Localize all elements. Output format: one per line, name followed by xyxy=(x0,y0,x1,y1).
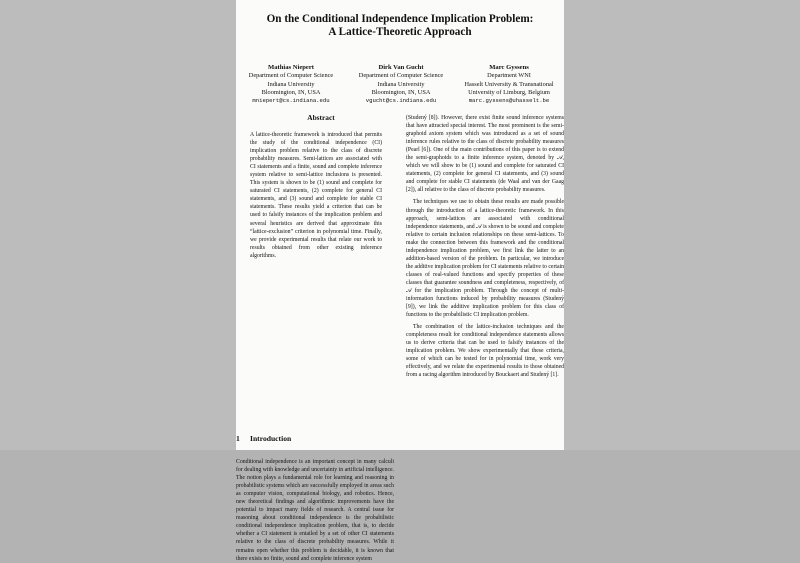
abstract-heading: Abstract xyxy=(307,113,335,122)
section-heading xyxy=(236,434,394,444)
right-paragraph-2: The techniques we use to obtain these results are made possible through the introduction of a lattice-theoretic framework. In this approach, semi-lattices are associated with conditional independence statements, and 𝒜 is shown to be sound and complete relative to certain inclusion relationships on these semi-lattices. To make the connection between this framework and the conditional independence implication problem, we first link the latter to an addition-based version of the problem. In particular, we introduce the additive implication problem for CI statements relative to certain classes of real-valued functions and specify properties of these classes that guarantee soundness and completeness, respectively, of 𝒜 for the implication problem. Through the concept of multi-information functions induced by probability measures (Studený [9]), we link the additive implication problem for this class of functions to the probabilistic CI implication problem. xyxy=(406,199,564,319)
paper-page xyxy=(236,0,564,562)
author-dept: Department of Computer Science xyxy=(358,72,444,80)
author-block-2 xyxy=(346,64,456,105)
paper-title xyxy=(236,13,564,39)
section-number: 1 xyxy=(236,434,240,443)
author-univ: Hasselt University & Transnational xyxy=(464,80,554,88)
author-city: University of Limburg, Belgium xyxy=(468,88,550,96)
author-email: mniepert@cs.indiana.edu xyxy=(252,97,330,105)
abstract-text: A lattice-theoretic framework is introduced that permits the study of the conditional independence (CI) implication problem relative to the class of discrete probability measures. Semi-lattices are associated with CI statements and a finite, sound and complete inference system relative to semi-lattice inclusions is presented. This system is shown to be (1) sound and complete for saturated CI statements, (2) complete for general CI statements, and (3) sound and complete for stable CI statements. These results yield a criterion that can be used to falsify instances of the implication problem and several heuristics are derived that approximate this “lattice-exclusion” criterion in polynomial time. Finally, we provide experimental results that relate our work to results obtained from other existing inference algorithms. xyxy=(250,132,382,259)
title-line-2: A Lattice-Theoretic Approach xyxy=(328,26,472,38)
author-city: Bloomington, IN, USA xyxy=(261,88,321,96)
author-block-3 xyxy=(454,64,564,105)
author-dept: Department WNI xyxy=(487,72,531,80)
author-email: vgucht@cs.indiana.edu xyxy=(365,97,437,105)
right-column xyxy=(406,114,564,450)
author-name: Mathias Niepert xyxy=(268,64,314,71)
right-paragraph-3: The combination of the lattice-inclusion techniques and the completeness result for conditional independence statements allows us to derive criteria that can be used to falsify instances of the implication problem. We show experimentally that these criteria, some of which can be tested for in polynomial time, work very effectively, and we relate the experimental results to those obtained from a racing algorithm introduced by Bouckaert and Studený [1]. xyxy=(406,324,564,379)
viewer-right-gutter xyxy=(564,0,800,450)
author-city: Bloomington, IN, USA xyxy=(371,88,431,96)
title-line-1: On the Conditional Independence Implication Problem: xyxy=(266,13,534,25)
author-block-1 xyxy=(236,64,346,105)
author-email: marc.gyssens@uhasselt.be xyxy=(468,97,550,105)
author-univ: Indiana University xyxy=(267,80,315,88)
author-dept: Department of Computer Science xyxy=(248,72,334,80)
section-title: Introduction xyxy=(250,434,292,443)
viewer-left-gutter xyxy=(0,0,236,450)
intro-paragraph: Conditional independence is an important concept in many calculi for dealing with knowledge and uncertainty in artificial intelligence. The notion plays a fundamental role for learning and reasoning in probabilistic systems which are successfully employed in areas such as computer vision, computational biology, and robotics. Hence, new theoretical findings and algorithmic improvements have the potential to impact many fields of research. A central issue for reasoning about conditional independence is the probabilistic conditional independence implication problem, that is, to decide whether a CI statement is entailed by a set of other CI statements relative to the class of discrete probability measures. While it remains open whether this problem is decidable, it is known that there exists no finite, sound and complete inference system xyxy=(236,459,394,562)
author-name: Marc Gyssens xyxy=(489,64,529,71)
right-paragraph-1: (Studený [8]). However, there exist finite sound inference systems that have attracted special interest. The most prominent is the semi-graphoid axiom system which was introduced as a set of sound inference rules relative to the class of discrete probability measures (Pearl [6]). One of the main contributions of this paper is to extend the semi-graphoids to a finite inference system, denoted by 𝒜, which we will show to be (1) sound and complete for saturated CI statements, (2) complete for general CI statements, and (3) sound and complete for stable CI statements (de Waal and van der Gaag [2]), all relative to the class of discrete probability measures. xyxy=(406,115,564,194)
author-name: Dirk Van Gucht xyxy=(378,64,424,71)
left-column xyxy=(236,131,394,562)
author-univ: Indiana University xyxy=(377,80,425,88)
